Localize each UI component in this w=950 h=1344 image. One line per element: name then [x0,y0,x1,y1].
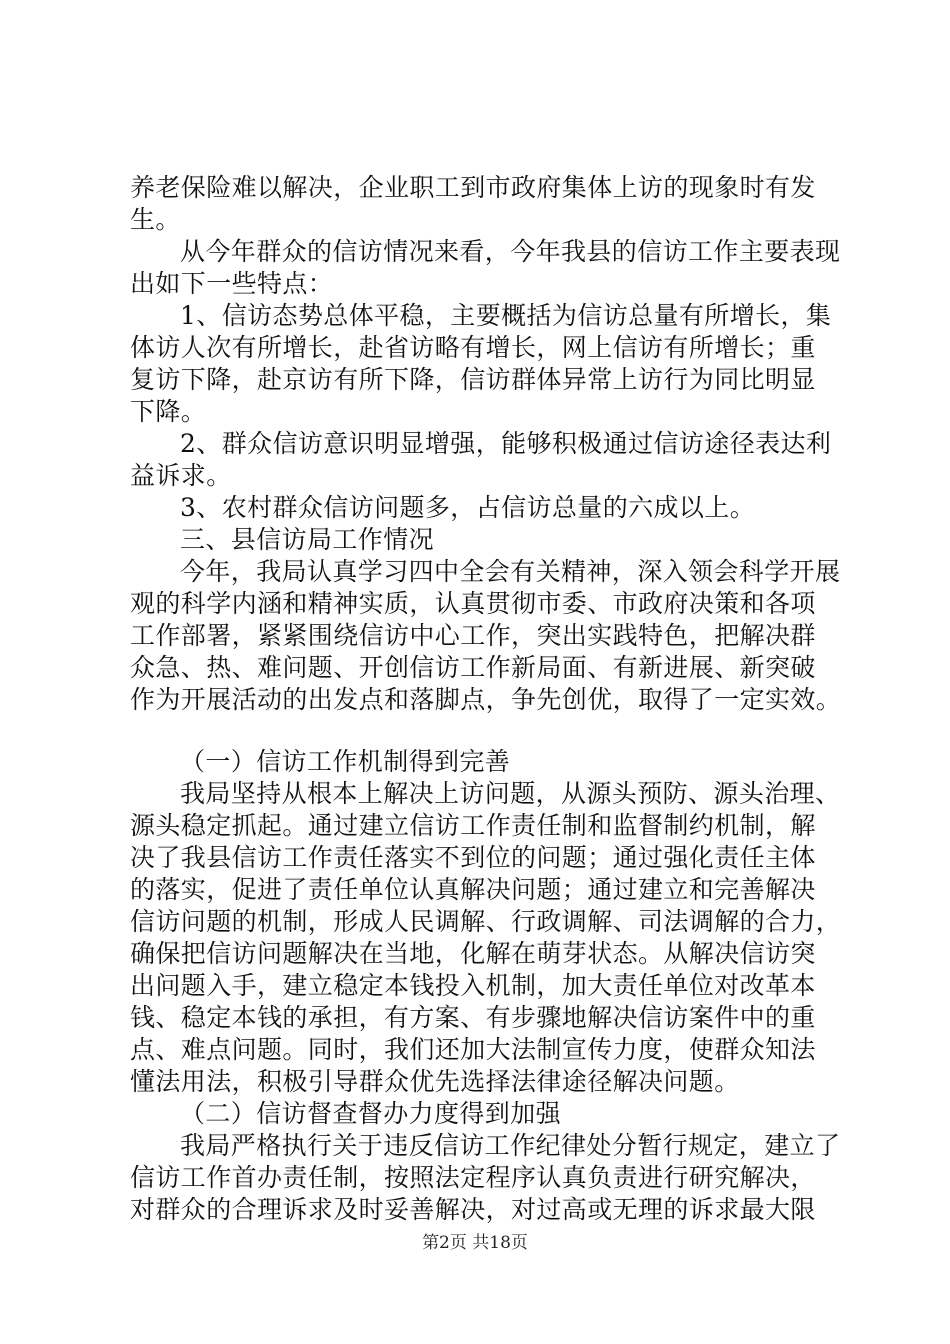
text-line: 信访工作首办责任制，按照法定程序认真负责进行研究解决， [130,1163,816,1192]
text-line: 工作部署，紧紧围绕信访中心工作，突出实践特色，把解决群 [130,621,816,650]
text-line: 作为开展活动的出发点和落脚点，争先创优，取得了一定实效。 [130,685,842,714]
text-line: 决了我县信访工作责任落实不到位的问题；通过强化责任主体 [130,843,816,872]
subsection-heading-1: （一）信访工作机制得到完善 [180,747,511,776]
page-number-footer: 第2页 共18页 [422,1233,528,1253]
paragraph-start: 从今年群众的信访情况来看，今年我县的信访工作主要表现 [180,237,841,266]
list-item-3: 3、农村群众信访问题多，占信访总量的六成以上。 [180,493,756,522]
paragraph-start: 我局坚持从根本上解决上访问题，从源头预防、源头治理、 [180,779,841,808]
document-body [130,172,842,1226]
list-item-2: 2、群众信访意识明显增强，能够积极通过信访途径表达利 [180,429,832,458]
text-line: 出如下一些特点： [130,269,334,298]
section-heading: 三、县信访局工作情况 [180,525,435,554]
text-line: 体访人次有所增长，赴省访略有增长，网上信访有所增长；重 [130,333,816,362]
text-line: 下降。 [130,397,207,426]
paragraph-start: 我局严格执行关于违反信访工作纪律处分暂行规定，建立了 [180,1131,841,1160]
text-line: 出问题入手，建立稳定本钱投入机制，加大责任单位对改革本 [130,971,816,1000]
text-line: 钱、稳定本钱的承担，有方案、有步骤地解决信访案件中的重 [130,1003,816,1032]
text-line: 点、难点问题。同时，我们还加大法制宣传力度，使群众知法 [130,1035,816,1064]
text-line: 观的科学内涵和精神实质，认真贯彻市委、市政府决策和各项 [130,589,816,618]
text-line: 养老保险难以解决，企业职工到市政府集体上访的现象时有发 [130,173,816,202]
text-line: 的落实，促进了责任单位认真解决问题；通过建立和完善解决 [130,875,816,904]
text-line: 益诉求。 [130,461,232,490]
paragraph-gap [130,716,830,746]
paragraph-start: 今年，我局认真学习四中全会有关精神，深入领会科学开展 [180,557,841,586]
text-line: 源头稳定抓起。通过建立信访工作责任制和监督制约机制，解 [130,811,816,840]
text-line: 对群众的合理诉求及时妥善解决，对过高或无理的诉求最大限 [130,1195,816,1224]
text-line: 众急、热、难问题、开创信访工作新局面、有新进展、新突破 [130,653,816,682]
text-line: 信访问题的机制，形成人民调解、行政调解、司法调解的合力， [130,907,842,936]
text-line: 生。 [130,205,181,234]
text-line: 确保把信访问题解决在当地，化解在萌芽状态。从解决信访突 [130,939,816,968]
text-line: 懂法用法，积极引导群众优先选择法律途径解决问题。 [130,1067,740,1096]
subsection-heading-2: （二）信访督查督办力度得到加强 [180,1099,562,1128]
list-item-1: 1、信访态势总体平稳，主要概括为信访总量有所增长，集 [180,301,832,330]
text-line: 复访下降，赴京访有所下降，信访群体异常上访行为同比明显 [130,365,816,394]
